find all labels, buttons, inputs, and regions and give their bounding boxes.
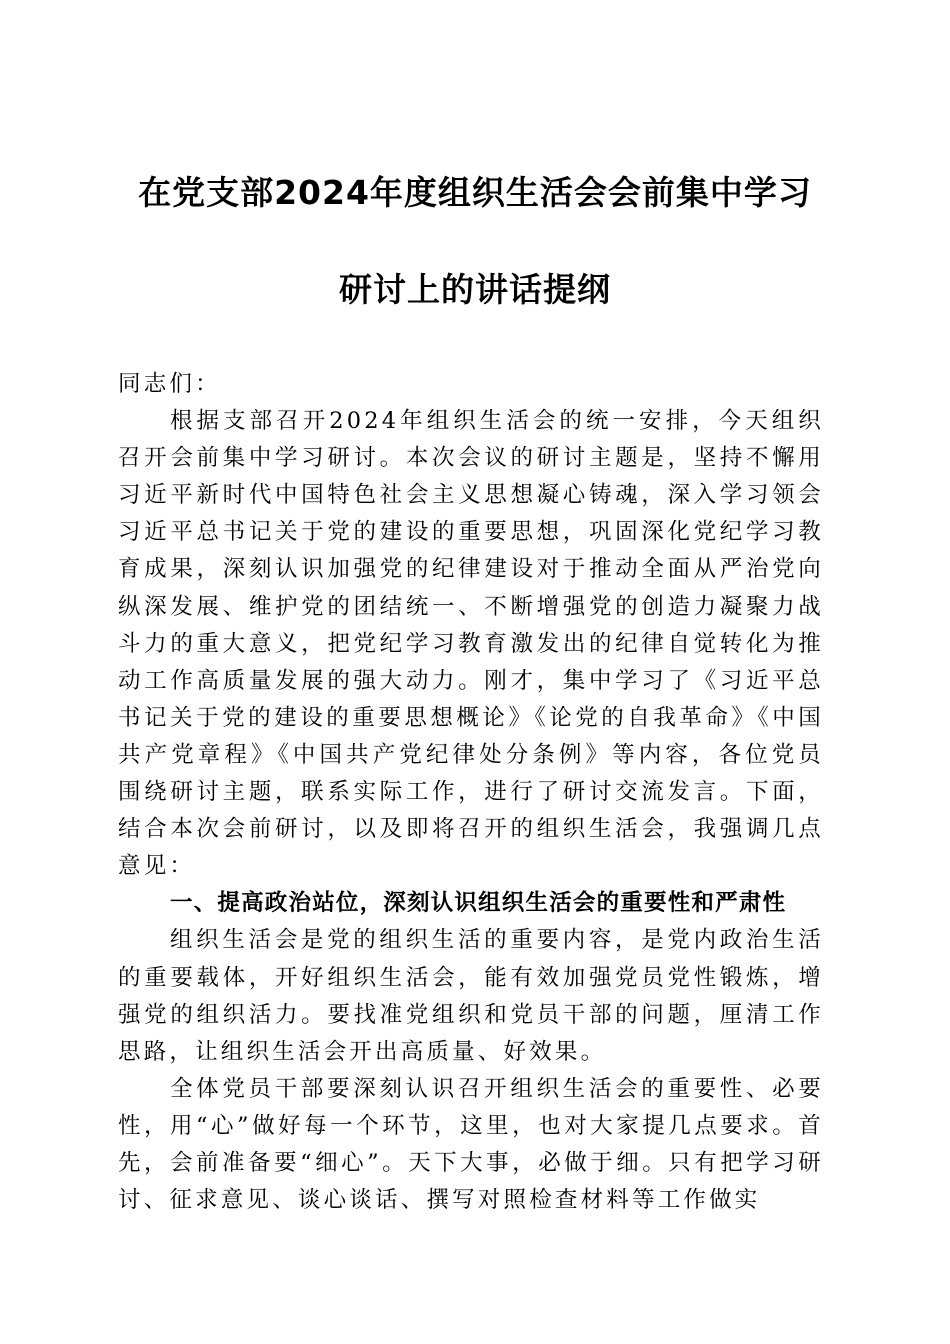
salutation: 同志们：: [118, 371, 221, 397]
section-heading: 一、提高政治站位，深刻认识组织生活会的重要性和严肃性: [170, 890, 787, 917]
intro-paragraph: 根据支部召开2024年组织生活会的统一安排，今天组织召开会前集中学习研讨。本次会议的研讨主题是，坚持不懈用习近平新时代中国特色社会主义思想凝心铸魂，深入学习领会习近平总书记关于党的建设的重要思想，巩固深化党纪学习教育成果，深刻认识加强党的纪律建设对于推动全面从严治党向纵深发展、维护党的团结统一、不断增强党的创造力凝聚力战斗力的重大意义，把党纪学习教育激发出的纪律自觉转化为推动工作高质量发展的强大动力。刚才，集中学习了《习近平总书记关于党的建设的重要思想概论》《论党的自我革命》《中国共产党章程》《中国共产党纪律处分条例》等内容，各位党员围绕研讨主题，联系实际工作，进行了研讨交流发言。下面，结合本次会前研讨，以及即将召开的组织生活会，我强调几点意见：: [118, 408, 824, 880]
body-paragraph: 全体党员干部要深刻认识召开组织生活会的重要性、必要性，用“心”做好每一个环节，这里，也对大家提几点要求。首先，会前准备要“细心”。天下大事，必做于细。只有把学习研讨、征求意见、谈心谈话、撰写对照检查材料等工作做实: [118, 1075, 824, 1214]
body-paragraph: 组织生活会是党的组织生活的重要内容，是党内政治生活的重要载体，开好组织生活会，能有效加强党员党性锻炼，增强党的组织活力。要找准党组织和党员干部的问题，厘清工作思路，让组织生活会开出高质量、好效果。: [118, 927, 824, 1065]
document-body: [118, 366, 824, 1219]
document-title-line-2: 研讨上的讲话提纲: [339, 270, 611, 309]
document-title-line-1: 在党支部2024年度组织生活会会前集中学习: [138, 173, 812, 212]
